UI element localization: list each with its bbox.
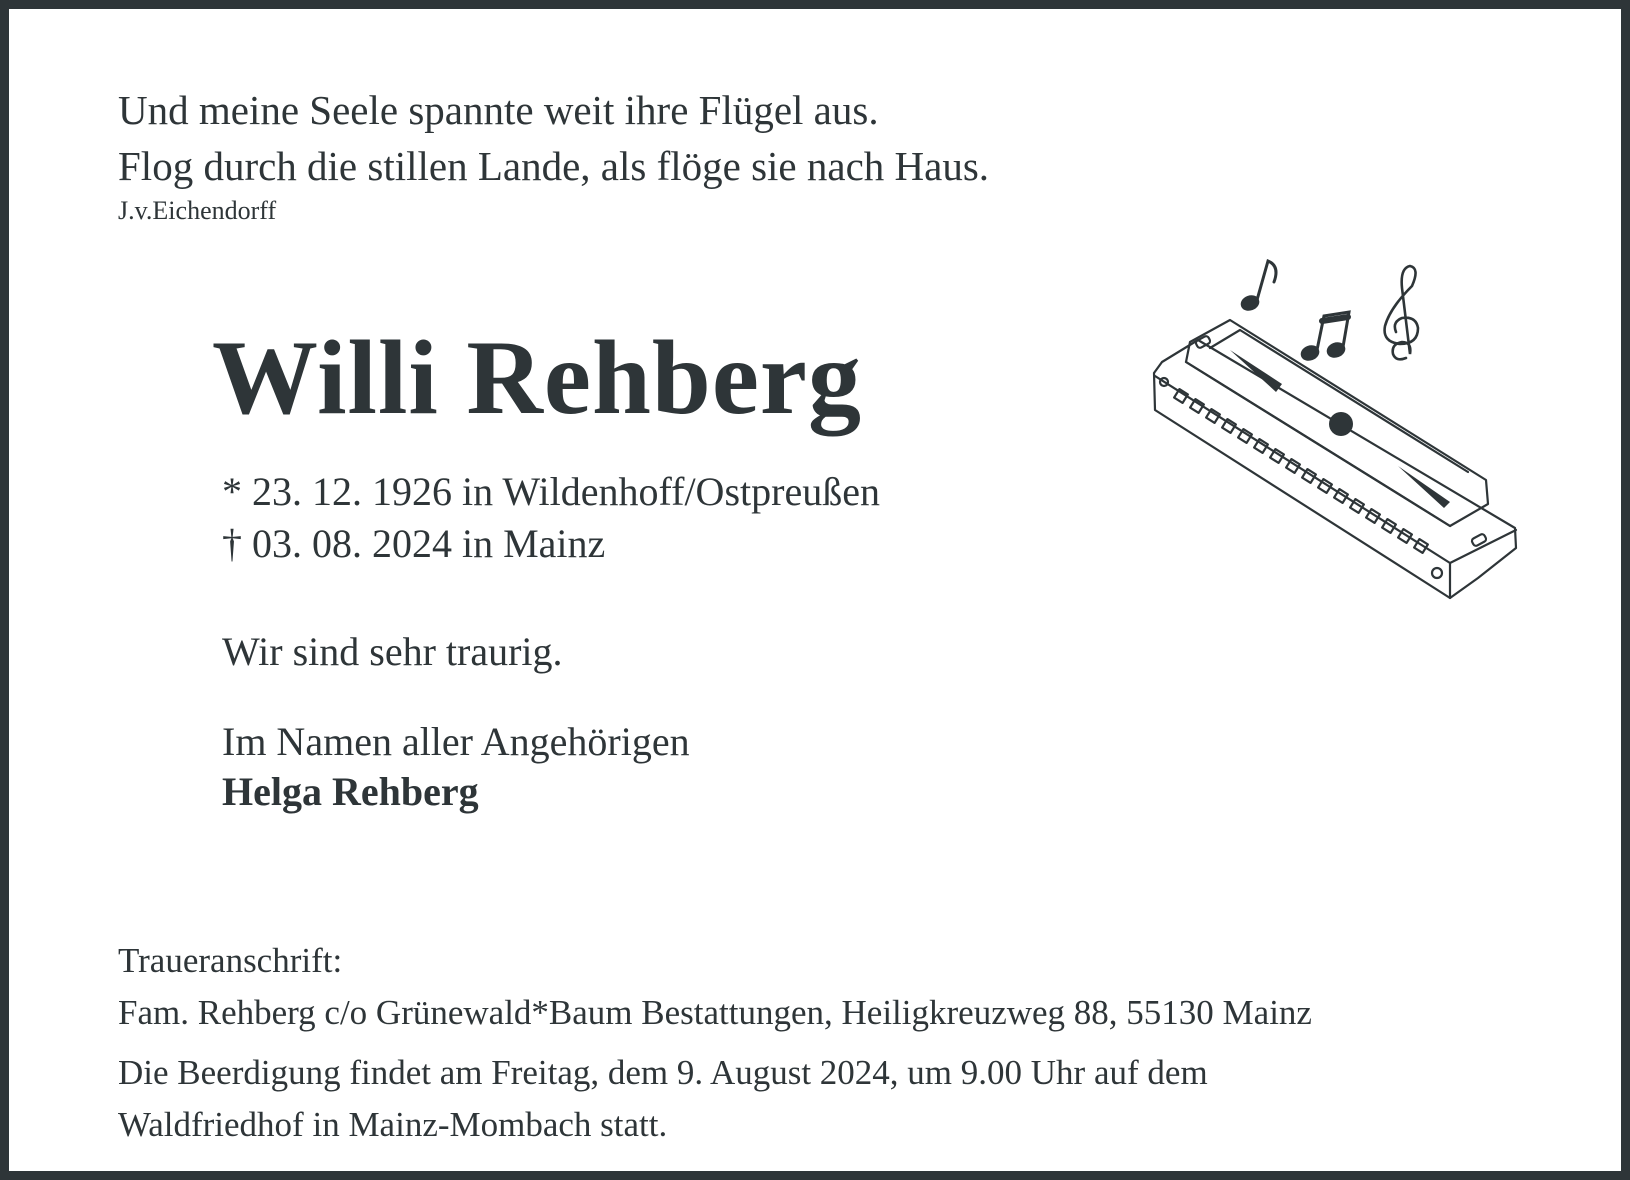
funeral-notice [118,1047,1208,1151]
quote-author: J.v.Eichendorff [118,196,277,225]
grief-message: Wir sind sehr traurig. [222,629,563,674]
quote-line-2: Flog durch die stillen Lande, als flöge sie nach Haus. [118,143,990,189]
birth-line: * 23. 12. 1926 in Wildenhoff/Ostpreußen [222,469,880,514]
mourning-address [118,935,1312,1039]
signature-intro: Im Namen aller Angehörigen [222,719,690,764]
address-text: Fam. Rehberg c/o Grünewald*Baum Bestattungen, Heiligkreuzweg 88, 55130 Mainz [118,993,1312,1032]
funeral-line-2: Waldfriedhof in Mainz-Mombach statt. [118,1105,668,1144]
poem-quote [118,82,989,226]
address-label: Traueranschrift: [118,941,343,980]
quote-line-1: Und meine Seele spannte weit ihre Flügel aus. [118,87,879,133]
funeral-line-1: Die Beerdigung findet am Freitag, dem 9. August 2024, um 9.00 Uhr auf dem [118,1053,1208,1092]
death-line: † 03. 08. 2024 in Mainz [222,521,606,566]
signature-name: Helga Rehberg [222,769,479,814]
life-dates [222,466,880,570]
deceased-name: Willi Rehberg [212,319,862,436]
signature-block [222,717,690,817]
harmonica-with-music-notes-icon [1150,258,1530,628]
